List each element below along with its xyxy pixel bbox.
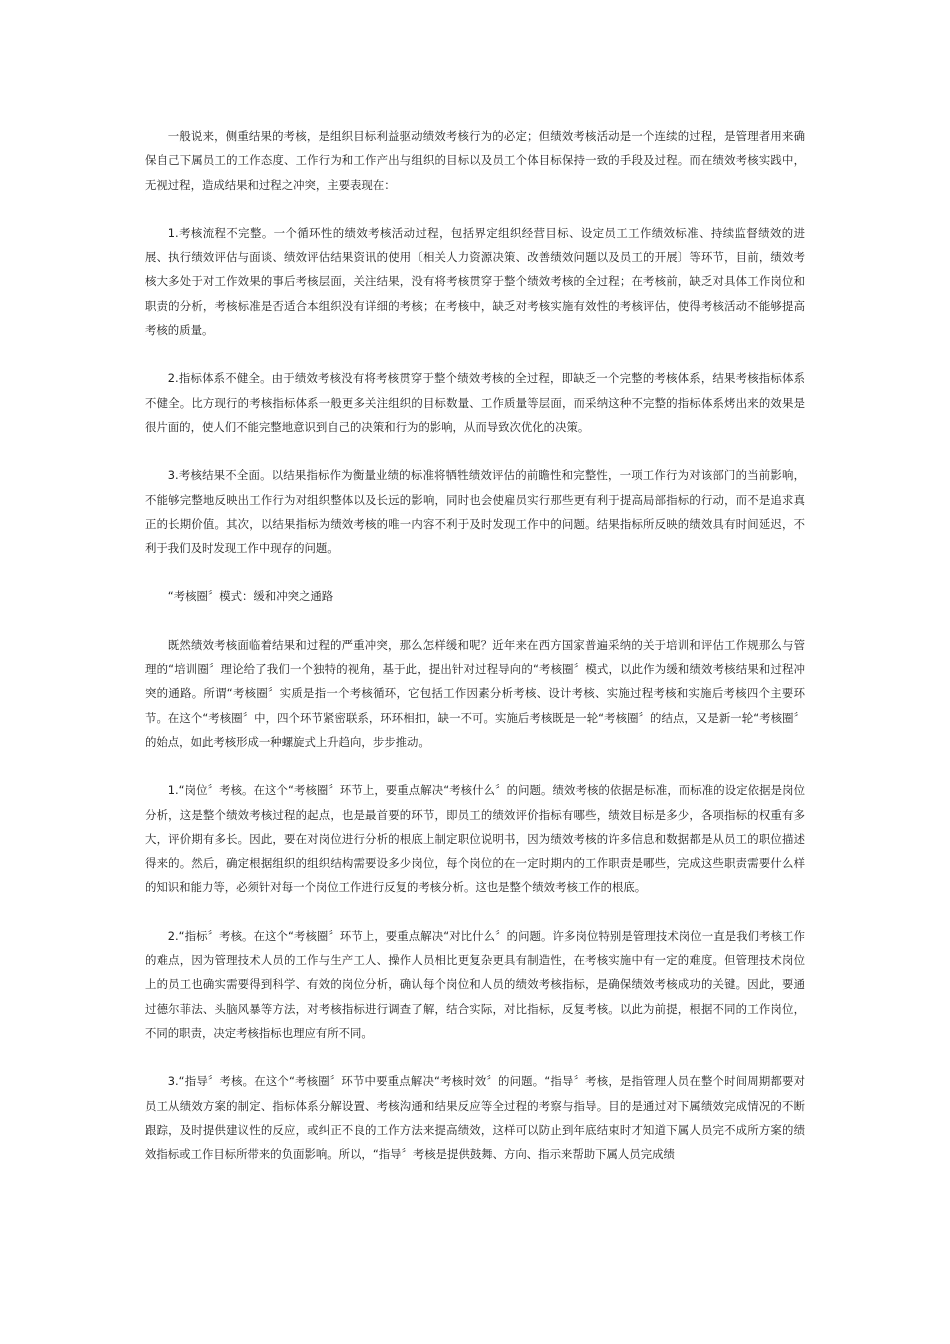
step-1-paragraph: 1.“岗位〞考核。在这个“考核圈〞环节上，要重点解决“考核什么〞的问题。绩效考核的依据是标准，而标准的设定依据是岗位分析，这是整个绩效考核过程的起点，也是最首要的环节，即员工的绩效评价指标有哪些，绩效目标是多少，各项指标的权重有多大，评价期有多长。因此，要在对岗位进行分析的根底上制定职位说明书，因为绩效考核的许多信息和数据都是从员工的职位描述得来的。然后，确定根据组织的组织结构需要设多少岗位，每个岗位的在一定时期内的工作职责是哪些，完成这些职责需要什么样的知识和能力等，必须针对每一个岗位工作进行反复的考核分析。这也是整个绩效考核工作的根底。 — [145, 783, 805, 895]
step-2-paragraph: 2.“指标〞考核。在这个“考核圈〞环节上，要重点解决“对比什么〞的问题。许多岗位特别是管理技术岗位一直是我们考核工作的难点，因为管理技术人员的工作与生产工人、操作人员相比更复杂更具有制造性，在考核实施中有一定的难度。但管理技术岗位上的员工也确实需要得到科学、有效的岗位分析，确认每个岗位和人员的绩效考核指标，是确保绩效考核成功的关键。因此，要通过德尔菲法、头脑风暴等方法，对考核指标进行调查了解，结合实际，对比指标，反复考核。以此为前提，根据不同的工作岗位，不同的职责，决定考核指标也理应有所不同。 — [145, 928, 805, 1040]
step-3-paragraph: 3.“指导〞考核。在这个“考核圈〞环节中要重点解决“考核时效〞的问题。“指导〞考核，是指管理人员在整个时间周期都要对员工从绩效方案的制定、指标体系分解设置、考核沟通和结果反应等全过程的考察与指导。目的是通过对下属绩效完成情况的不断跟踪，及时提供建议性的反应，或纠正不良的工作方法来提高绩效，这样可以防止到年底结束时才知道下属人员完不成所方案的绩效指标或工作目标所带来的负面影响。所以，“指导〞考核是提供鼓舞、方向、指示来帮助下属人员完成绩 — [145, 1074, 805, 1162]
intro-paragraph: 一般说来，侧重结果的考核，是组织目标利益驱动绩效考核行为的必定；但绩效考核活动是一个连续的过程，是管理者用来确保自己下属员工的工作态度、工作行为和工作产出与组织的目标以及员工个体目标保持一致的手段及过程。而在绩效考核实践中，无视过程，造成结果和过程之冲突，主要表现在： — [145, 129, 805, 192]
document-page — [145, 124, 805, 1190]
issue-3-paragraph: 3.考核结果不全面。以结果指标作为衡量业绩的标准将牺牲绩效评估的前瞻性和完整性，一项工作行为对该部门的当前影响，不能够完整地反映出工作行为对组织整体以及长远的影响，同时也会使雇员实行那些更有利于提高局部指标的行动，而不是追求真正的长期价值。其次，以结果指标为绩效考核的唯一内容不利于及时发现工作中的问题。结果指标所反映的绩效具有时间延迟，不利于我们及时发现工作中现存的问题。 — [145, 468, 805, 556]
issue-1-paragraph: 1.考核流程不完整。一个循环性的绩效考核活动过程，包括界定组织经营目标、设定员工工作绩效标准、持续监督绩效的进展、执行绩效评估与面谈、绩效评估结果资讯的使用〔相关人力资源决策、改善绩效问题以及员工的开展〕等环节，目前，绩效考核大多处于对工作效果的事后考核层面，关注结果，没有将考核贯穿于整个绩效考核的全过程；在考核前，缺乏对具体工作岗位和职责的分析，考核标准是否适合本组织没有详细的考核；在考核中，缺乏对考核实施有效性的考核评估，使得考核活动不能够提高考核的质量。 — [145, 225, 805, 338]
issue-2-paragraph: 2.指标体系不健全。由于绩效考核没有将考核贯穿于整个绩效考核的全过程，即缺乏一个完整的考核体系，结果考核指标体系不健全。比方现行的考核指标体系一般更多关注组织的目标数量、工作质量等层面，而采纳这种不完整的指标体系烤出来的效果是很片面的，使人们不能完整地意识到自己的决策和行为的影响，从而导致次优化的决策。 — [145, 371, 805, 434]
section-heading: “考核圈〞模式：缓和冲突之通路 — [167, 589, 334, 604]
model-intro-paragraph: 既然绩效考核面临着结果和过程的严重冲突，那么怎样缓和呢？近年来在西方国家普遍采纳的关于培训和评估工作规那么与管理的“培训圈〞理论给了我们一个独特的视角，基于此，提出针对过程导向的“考核圈〞模式，以此作为缓和绩效考核结果和过程冲突的通路。所谓“考核圈〞实质是指一个考核循环，它包括工作因素分析考核、设计考核、实施过程考核和实施后考核四个主要环节。在这个“考核圈〞中，四个环节紧密联系，环环相扣，缺一不可。实施后考核既是一轮“考核圈〞的结点，又是新一轮“考核圈〞的始点，如此考核形成一种螺旋式上升趋向，步步推动。 — [145, 637, 805, 749]
